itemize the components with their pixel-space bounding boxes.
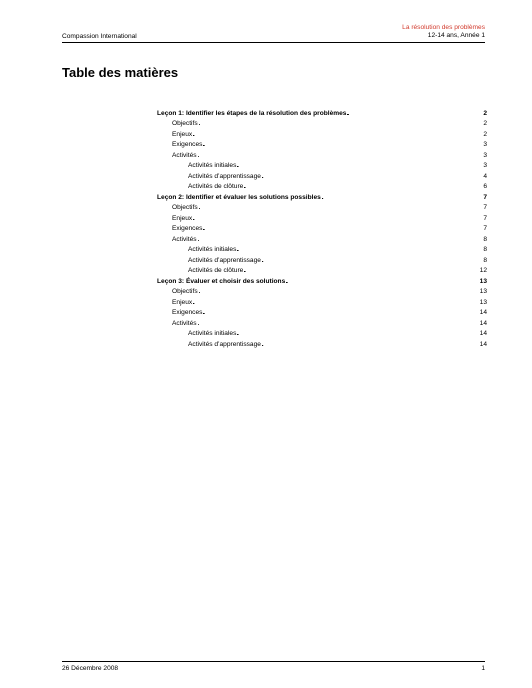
toc-entry[interactable] <box>157 117 487 128</box>
audience-label: 12-14 ans, Année 1 <box>427 32 485 39</box>
toc-entry-label: Activités d’apprentissage <box>188 256 261 264</box>
toc-entry[interactable] <box>157 243 487 254</box>
toc-entry[interactable] <box>157 306 487 317</box>
toc-entry-page: 3 <box>483 151 487 159</box>
toc-entry-page: 8 <box>483 235 487 243</box>
toc-entry-page: 13 <box>479 288 487 295</box>
dot-leader <box>286 278 478 285</box>
toc-entry-label: Objectifs <box>172 120 198 127</box>
toc-entry[interactable] <box>157 138 487 149</box>
toc-entry[interactable] <box>157 127 487 138</box>
toc-entry-label: Exigences <box>172 141 203 148</box>
table-of-contents <box>157 106 487 348</box>
dot-leader <box>262 173 482 180</box>
toc-entry-label: Activités initiales <box>188 246 237 253</box>
document-title: La résolution des problèmes <box>402 24 485 31</box>
organization-name: Compassion International <box>62 33 137 40</box>
toc-entry-label: Exigences <box>172 309 203 316</box>
toc-entry-page: 7 <box>483 214 487 222</box>
dot-leader <box>193 131 482 138</box>
toc-entry[interactable] <box>157 327 487 338</box>
toc-entry-page: 8 <box>483 246 487 253</box>
page-footer <box>62 661 485 672</box>
toc-entry-label: Enjeux <box>172 214 193 222</box>
toc-entry[interactable] <box>157 232 487 243</box>
dot-leader <box>199 120 483 127</box>
dot-leader <box>322 194 483 201</box>
toc-entry-page: 6 <box>483 183 487 190</box>
dot-leader <box>347 110 482 117</box>
toc-entry[interactable] <box>157 180 487 191</box>
toc-entry-label: Activités <box>172 319 197 327</box>
page-header <box>62 22 485 43</box>
toc-entry-page: 12 <box>479 267 487 274</box>
toc-entry-label: Activités de clôture <box>188 267 244 274</box>
dot-leader <box>203 225 482 232</box>
toc-entry-label: Objectifs <box>172 288 198 295</box>
toc-entry-page: 13 <box>479 277 487 285</box>
dot-leader <box>237 162 482 169</box>
toc-entry[interactable] <box>157 264 487 275</box>
toc-entry-label: Exigences <box>172 225 203 232</box>
toc-entry-label: Activités <box>172 235 197 243</box>
toc-entry[interactable] <box>157 274 487 285</box>
toc-entry-label: Activités <box>172 151 197 159</box>
toc-entry[interactable] <box>157 253 487 264</box>
page-title: Table des matières <box>62 65 179 80</box>
toc-entry-page: 14 <box>479 309 487 316</box>
toc-entry-label: Enjeux <box>172 130 193 138</box>
toc-entry-page: 7 <box>483 204 487 211</box>
dot-leader <box>203 309 478 316</box>
toc-entry-page: 2 <box>483 109 487 117</box>
dot-leader <box>198 236 483 243</box>
toc-entry-label: Leçon 3: Évaluer et choisir des solutions <box>157 277 286 285</box>
toc-entry-page: 2 <box>483 130 487 138</box>
toc-entry-page: 13 <box>479 298 487 306</box>
toc-entry-label: Leçon 2: Identifier et évaluer les solutions possibles <box>157 193 321 201</box>
dot-leader <box>203 141 482 148</box>
dot-leader <box>199 204 483 211</box>
toc-entry-label: Activités de clôture <box>188 183 244 190</box>
toc-entry[interactable] <box>157 159 487 170</box>
footer-date: 26 Décembre 2008 <box>62 665 119 672</box>
toc-entry[interactable] <box>157 285 487 296</box>
toc-entry-page: 14 <box>479 319 487 327</box>
dot-leader <box>237 246 482 253</box>
dot-leader <box>199 288 479 295</box>
dot-leader <box>198 152 483 159</box>
toc-entry-page: 2 <box>483 120 487 127</box>
toc-entry-page: 8 <box>483 256 487 264</box>
toc-entry-label: Leçon 1: Identifier les étapes de la résolution des problèmes <box>157 109 347 117</box>
toc-entry[interactable] <box>157 169 487 180</box>
toc-entry[interactable] <box>157 316 487 327</box>
dot-leader <box>244 267 478 274</box>
toc-entry[interactable] <box>157 106 487 117</box>
toc-entry-label: Objectifs <box>172 204 198 211</box>
toc-entry-page: 7 <box>483 225 487 232</box>
toc-entry[interactable] <box>157 190 487 201</box>
dot-leader <box>244 183 482 190</box>
toc-entry[interactable] <box>157 211 487 222</box>
toc-entry-label: Activités initiales <box>188 162 237 169</box>
toc-entry-page: 3 <box>483 141 487 148</box>
toc-entry-label: Activités d’apprentissage <box>188 172 261 180</box>
dot-leader <box>262 341 479 348</box>
toc-entry[interactable] <box>157 295 487 306</box>
toc-entry-page: 14 <box>479 340 487 348</box>
header-right <box>402 24 485 40</box>
dot-leader <box>193 215 482 222</box>
dot-leader <box>193 299 478 306</box>
toc-entry[interactable] <box>157 148 487 159</box>
toc-entry-label: Activités d’apprentissage <box>188 340 261 348</box>
toc-entry[interactable] <box>157 222 487 233</box>
dot-leader <box>198 320 479 327</box>
toc-entry[interactable] <box>157 201 487 212</box>
dot-leader <box>237 330 478 337</box>
toc-entry[interactable] <box>157 337 487 348</box>
toc-entry-label: Enjeux <box>172 298 193 306</box>
toc-entry-page: 3 <box>483 162 487 169</box>
toc-entry-label: Activités initiales <box>188 330 237 337</box>
dot-leader <box>262 257 482 264</box>
footer-page-number: 1 <box>481 665 485 672</box>
toc-entry-page: 7 <box>483 193 487 201</box>
toc-entry-page: 14 <box>479 330 487 337</box>
toc-entry-page: 4 <box>483 172 487 180</box>
